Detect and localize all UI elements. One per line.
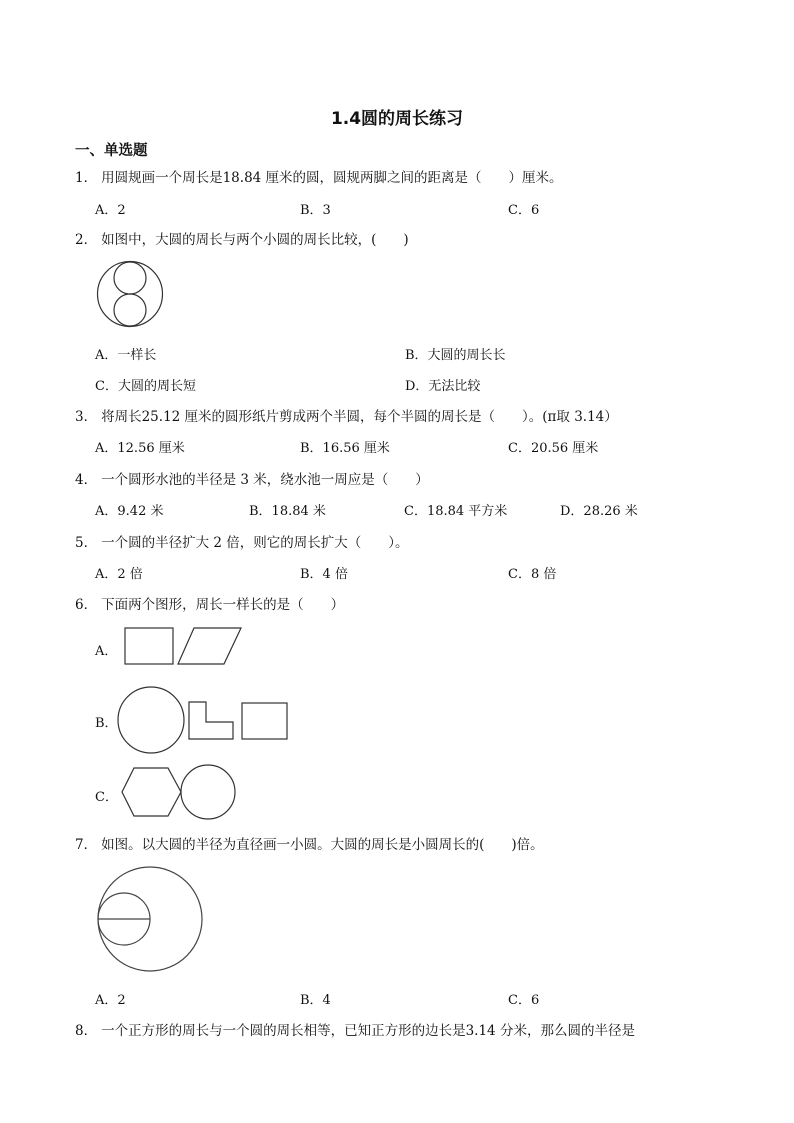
small-circle-bottom	[114, 294, 146, 326]
option-1c[interactable]: C．6	[508, 203, 540, 218]
hexagon-shape	[122, 768, 181, 816]
l-shape	[189, 702, 233, 739]
option-4b[interactable]: B．18.84 米	[249, 504, 326, 519]
option-7b[interactable]: B．4	[300, 993, 331, 1008]
circle-shape	[181, 765, 235, 819]
option-2c[interactable]: C．大圆的周长短	[95, 379, 196, 394]
figure-big-circle-small-circle	[96, 865, 206, 975]
option-6b[interactable]: B．	[95, 716, 118, 731]
option-3a[interactable]: A．12.56 厘米	[95, 441, 185, 456]
question-text: 一个圆形水池的半径是 3 米，绕水池一周应是（ ）	[101, 472, 429, 488]
question-1	[75, 166, 563, 186]
question-number: 7．	[75, 837, 98, 853]
parallelogram-shape	[178, 628, 241, 664]
small-circle-top	[114, 262, 146, 294]
page-title: 1.4圆的周长练习	[330, 109, 464, 129]
question-number: 1．	[75, 170, 98, 186]
option-5c[interactable]: C．8 倍	[508, 567, 557, 582]
question-3	[75, 405, 618, 425]
option-2d[interactable]: D．无法比较	[405, 379, 481, 394]
question-8	[75, 1019, 635, 1039]
question-7	[75, 833, 544, 853]
option-7c[interactable]: C．6	[508, 993, 540, 1008]
question-number: 3．	[75, 409, 98, 425]
option-4c[interactable]: C．18.84 平方米	[404, 504, 508, 519]
option-2a[interactable]: A．一样长	[95, 348, 157, 363]
question-number: 4．	[75, 472, 98, 488]
question-6	[75, 593, 344, 613]
option-2b[interactable]: B．大圆的周长长	[405, 348, 506, 363]
option-1a[interactable]: A．2	[95, 203, 126, 218]
option-6c[interactable]: C．	[95, 790, 118, 805]
rectangle-shape	[242, 703, 287, 739]
question-text: 一个圆的半径扩大 2 倍，则它的周长扩大（ ）。	[101, 535, 409, 551]
option-1b[interactable]: B．3	[300, 203, 331, 218]
question-4	[75, 468, 429, 488]
square-shape	[125, 628, 173, 664]
option-5b[interactable]: B．4 倍	[300, 567, 348, 582]
question-number: 5．	[75, 535, 98, 551]
section-heading: 一、单选题	[75, 143, 148, 159]
question-text: 如图中，大圆的周长与两个小圆的周长比较，( )	[101, 232, 409, 248]
question-text: 如图。以大圆的半径为直径画一小圆。大圆的周长是小圆周长的( )倍。	[101, 837, 544, 853]
figure-square-parallelogram	[120, 625, 250, 667]
question-text: 用圆规画一个周长是18.84 厘米的圆，圆规两脚之间的距离是（ ）厘米。	[101, 170, 563, 186]
question-text: 一个正方形的周长与一个圆的周长相等，已知正方形的边长是3.14 分米，那么圆的半径是	[101, 1023, 635, 1039]
question-number: 2．	[75, 232, 98, 248]
option-5a[interactable]: A．2 倍	[95, 567, 143, 582]
question-5	[75, 531, 409, 551]
option-4a[interactable]: A．9.42 米	[95, 504, 164, 519]
question-text: 将周长25.12 厘米的圆形纸片剪成两个半圆，每个半圆的周长是（ ）。(π取 3.14）	[101, 409, 618, 425]
figure-big-circle-two-small-circles	[96, 260, 166, 330]
option-3b[interactable]: B．16.56 厘米	[300, 441, 390, 456]
figure-hexagon-circle	[118, 762, 243, 822]
question-2	[75, 228, 409, 248]
question-text: 下面两个图形，周长一样长的是（ ）	[101, 597, 345, 613]
circle-shape	[118, 687, 184, 753]
option-7a[interactable]: A．2	[95, 993, 126, 1008]
figure-circle-l-shape-rectangle	[115, 685, 290, 755]
option-3c[interactable]: C．20.56 厘米	[508, 441, 599, 456]
option-6a[interactable]: A．	[95, 644, 118, 659]
option-4d[interactable]: D．28.26 米	[560, 504, 638, 519]
question-number: 6．	[75, 597, 98, 613]
question-number: 8．	[75, 1023, 98, 1039]
